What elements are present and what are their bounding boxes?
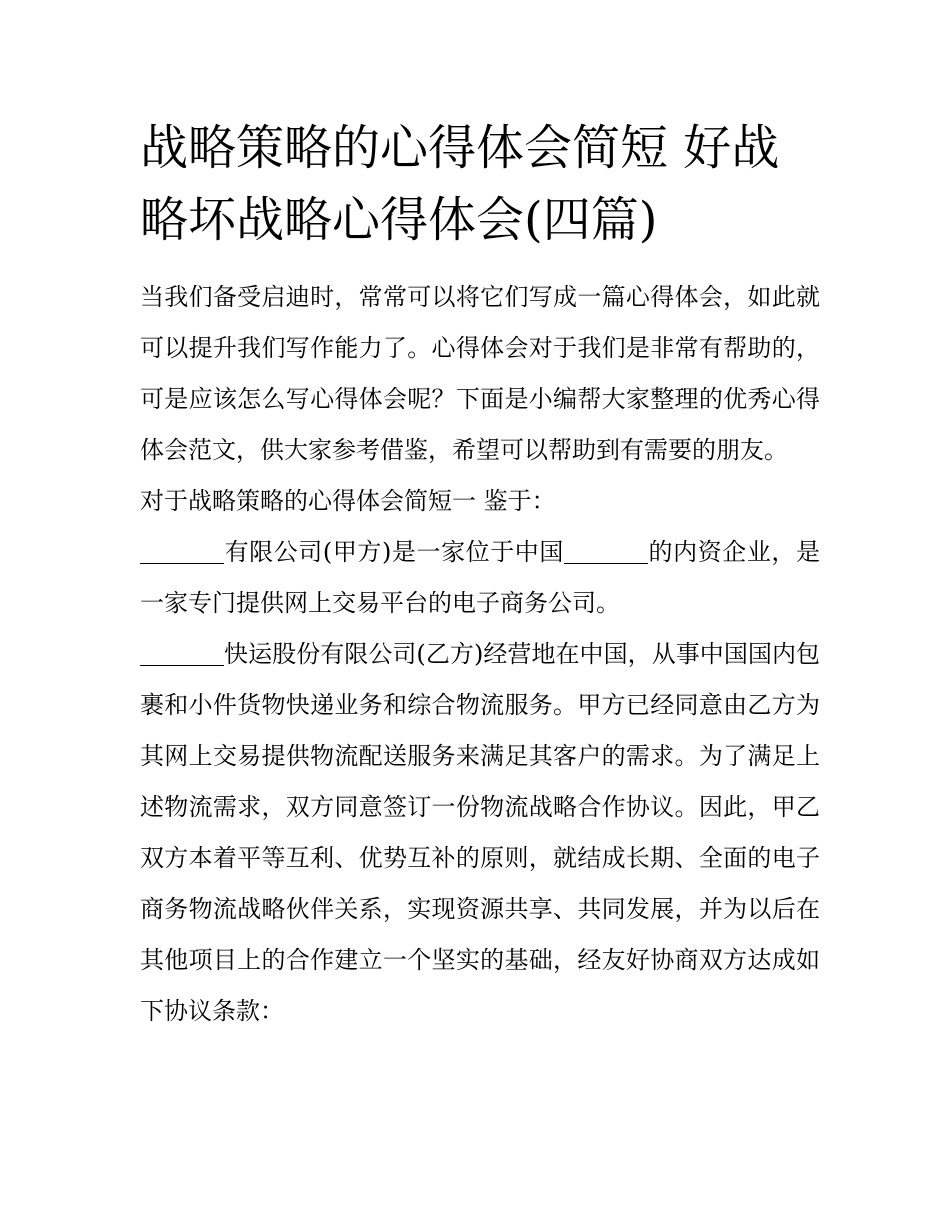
document-page (140, 112, 820, 1037)
blank-line (140, 539, 224, 564)
section-heading: 对于战略策略的心得体会简短一 鉴于： (140, 487, 556, 515)
party-a-text-1: 有限公司(甲方)是一家位于中国 (224, 538, 564, 566)
party-a-paragraph (140, 527, 820, 629)
document-title: 战略策略的心得体会简短 好战略坏战略心得体会(四篇) (140, 120, 780, 248)
intro-paragraph: 当我们备受启迪时，常常可以将它们写成一篇心得体会，如此就可以提升我们写作能力了。心得体会对于我们是非常有帮助的，可是应该怎么写心得体会呢？下面是小编帮大家整理的优秀心得体会范文，供大家参考借鉴，希望可以帮助到有需要的朋友。 (140, 283, 820, 464)
party-b-paragraph (140, 629, 820, 1037)
blank-line (564, 539, 648, 564)
party-a-text-2: 的内资企业，是一家专门提供网上交易平台的电子商务公司。 (140, 538, 821, 617)
blank-line (140, 641, 224, 666)
party-b-text: 快运股份有限公司(乙方)经营地在中国，从事中国国内包裹和小件货物快递业务和综合物流服务。甲方已经同意由乙方为其网上交易提供物流配送服务来满足其客户的需求。为了满足上述物流需求，双方同意签订一份物流战略合作协议。因此，甲乙双方本着平等互利、优势互补的原则，就结成长期、全面的电子商务物流战略伙伴关系，实现资源共享、共同发展，并为以后在其他项目上的合作建立一个坚实的基础，经友好协商双方达成如下协议条款： (140, 640, 820, 1025)
